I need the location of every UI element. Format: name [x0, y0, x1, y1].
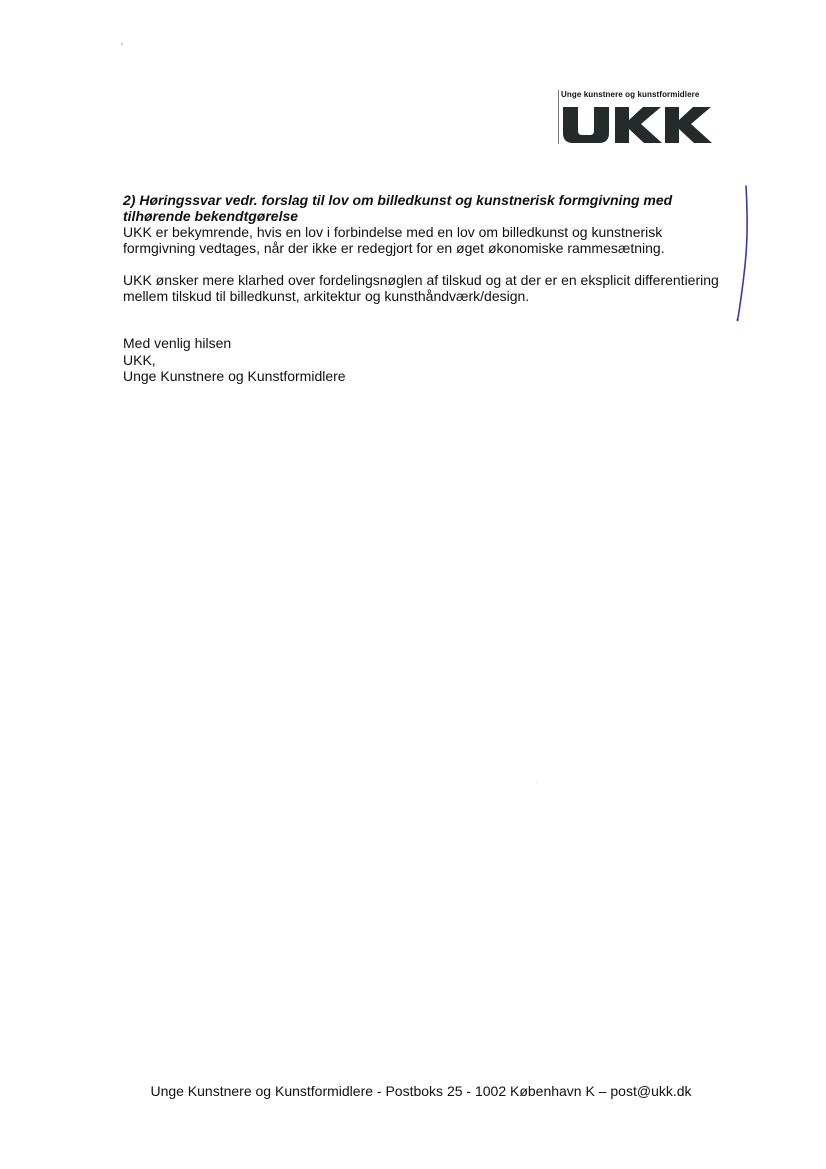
scan-speck [536, 782, 537, 783]
section-heading [123, 192, 743, 224]
logo-tagline: Unge kunstnere og kunstformidlere [561, 90, 700, 99]
closing-org-short: UKK, [123, 351, 156, 368]
page-footer: Unge Kunstnere og Kunstformidlere - Postboks 25 - 1002 København K – post@ukk.dk [150, 1083, 692, 1099]
ukk-wordmark [560, 105, 720, 145]
logo-rule [558, 90, 559, 144]
paragraph-line: UKK ønsker mere klarhed over fordelingsnøglen af tilskud og at der er en eksplicit differentiering [123, 272, 719, 288]
handwritten-margin-line [730, 184, 754, 324]
paragraph-line: formgivning vedtages, når der ikke er redegjort for en øget økonomiske rammesætning. [123, 240, 665, 256]
ukk-logo [557, 88, 727, 146]
scan-speck [121, 43, 123, 45]
closing-signature [123, 335, 346, 385]
paragraph-concern [123, 224, 743, 256]
paragraph-clarity [123, 272, 743, 304]
consultation-response-section [123, 192, 743, 304]
heading-line: 2) Høringssvar vedr. forslag til lov om billedkunst og kunstnerisk formgivning med [123, 192, 673, 208]
paragraph-line: mellem tilskud til billedkunst, arkitektur og kunsthåndværk/design. [123, 288, 530, 304]
closing-org-full: Unge Kunstnere og Kunstformidlere [123, 368, 346, 384]
heading-line: tilhørende bekendtgørelse [123, 208, 299, 224]
closing-greeting: Med venlig hilsen [123, 335, 232, 351]
paragraph-line: UKK er bekymrende, hvis en lov i forbindelse med en lov om billedkunst og kunstnerisk [123, 224, 663, 240]
